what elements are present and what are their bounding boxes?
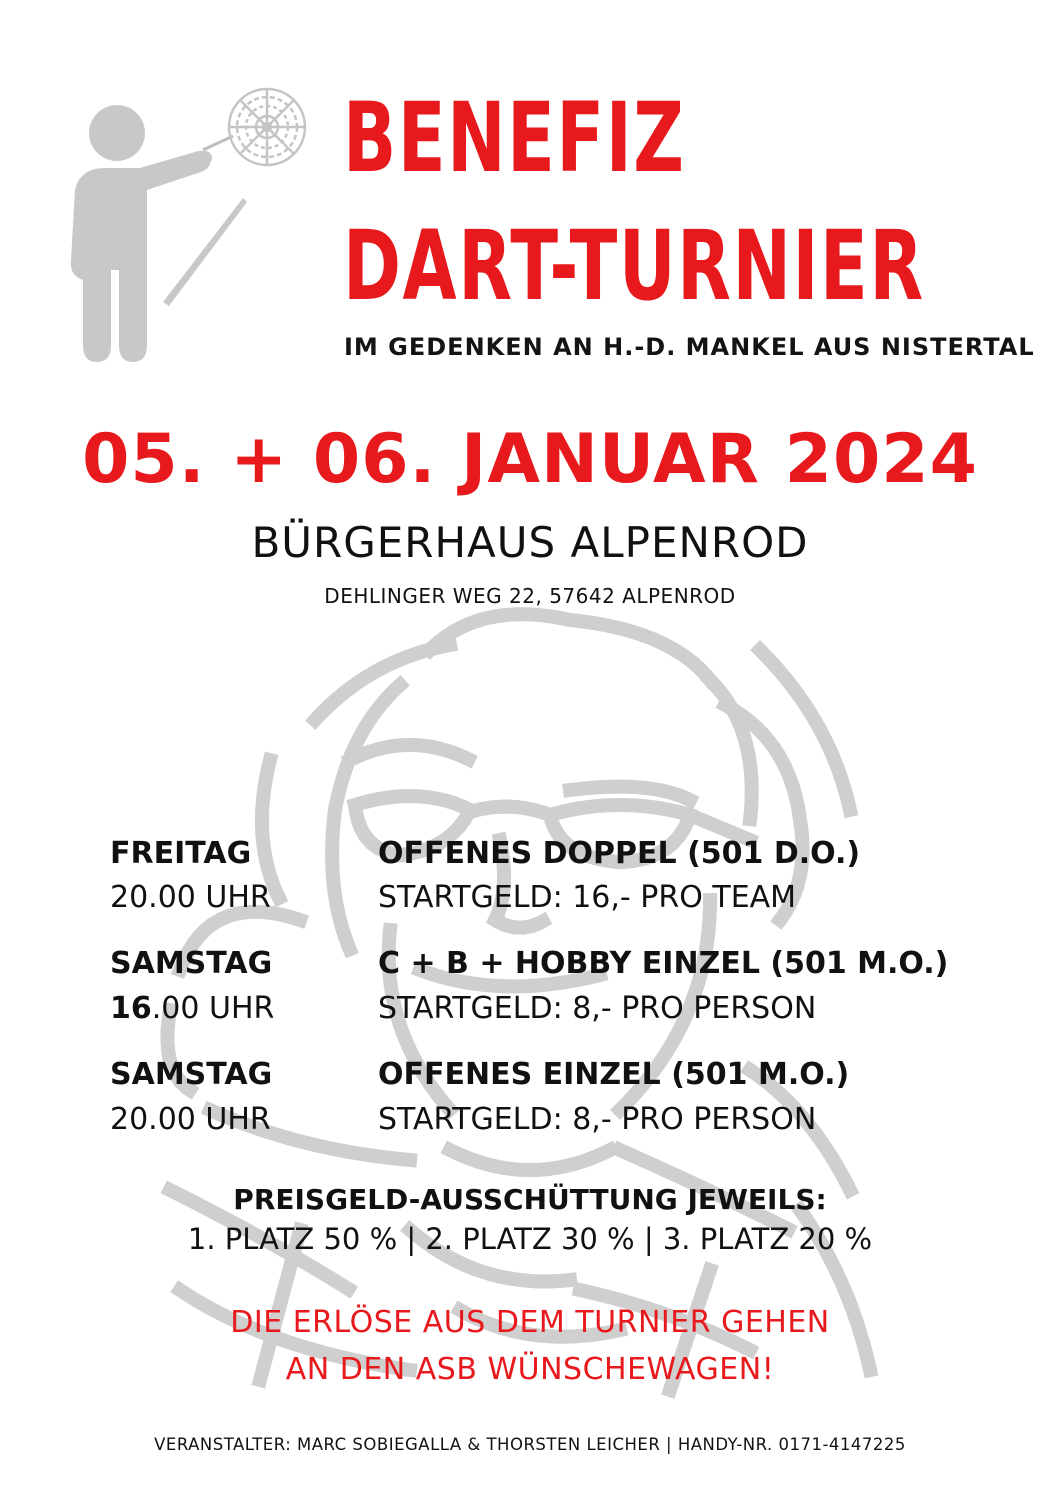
event-venue: BÜRGERHAUS ALPENROD xyxy=(251,518,809,567)
prize-heading: PREISGELD-AUSSCHÜTTUNG JEWEILS: xyxy=(233,1183,827,1216)
subtitle: IM GEDENKEN AN H.-D. MANKEL AUS NISTERTAL xyxy=(344,333,1035,361)
schedule-day: SAMSTAG xyxy=(110,946,273,981)
schedule-event: OFFENES EINZEL (501 M.O.) xyxy=(378,1057,850,1092)
schedule-fee: STARTGELD: 8,- PRO PERSON xyxy=(378,1102,817,1137)
schedule-time: 20.00 UHR xyxy=(110,880,271,915)
event-date: 05. + 06. JANUAR 2024 xyxy=(82,420,978,499)
schedule-day: SAMSTAG xyxy=(110,1057,273,1092)
event-address: DEHLINGER WEG 22, 57642 ALPENROD xyxy=(324,584,736,608)
schedule-event: OFFENES DOPPEL (501 D.O.) xyxy=(378,836,861,871)
schedule-time: 16.00 UHR xyxy=(110,991,275,1026)
charity-note-line2: AN DEN ASB WÜNSCHEWAGEN! xyxy=(285,1352,775,1387)
dartboard-icon xyxy=(226,86,308,168)
schedule-fee: STARTGELD: 16,- PRO TEAM xyxy=(378,880,797,915)
schedule-day: FREITAG xyxy=(110,836,252,871)
schedule-fee: STARTGELD: 8,- PRO PERSON xyxy=(378,991,817,1026)
organizer-footer: VERANSTALTER: MARC SOBIEGALLA & THORSTEN LEICHER | HANDY-NR. 0171-4147225 xyxy=(154,1435,906,1454)
dart-player-icon xyxy=(55,90,255,365)
prize-distribution: 1. PLATZ 50 % | 2. PLATZ 30 % | 3. PLATZ 20 % xyxy=(187,1222,873,1256)
schedule-time: 20.00 UHR xyxy=(110,1102,271,1137)
page-title-line1: BENEFIZ xyxy=(343,82,686,195)
schedule-event: C + B + HOBBY EINZEL (501 M.O.) xyxy=(378,946,949,981)
page-title-line2: DART-TURNIER xyxy=(343,210,925,323)
charity-note-line1: DIE ERLÖSE AUS DEM TURNIER GEHEN xyxy=(230,1305,830,1340)
